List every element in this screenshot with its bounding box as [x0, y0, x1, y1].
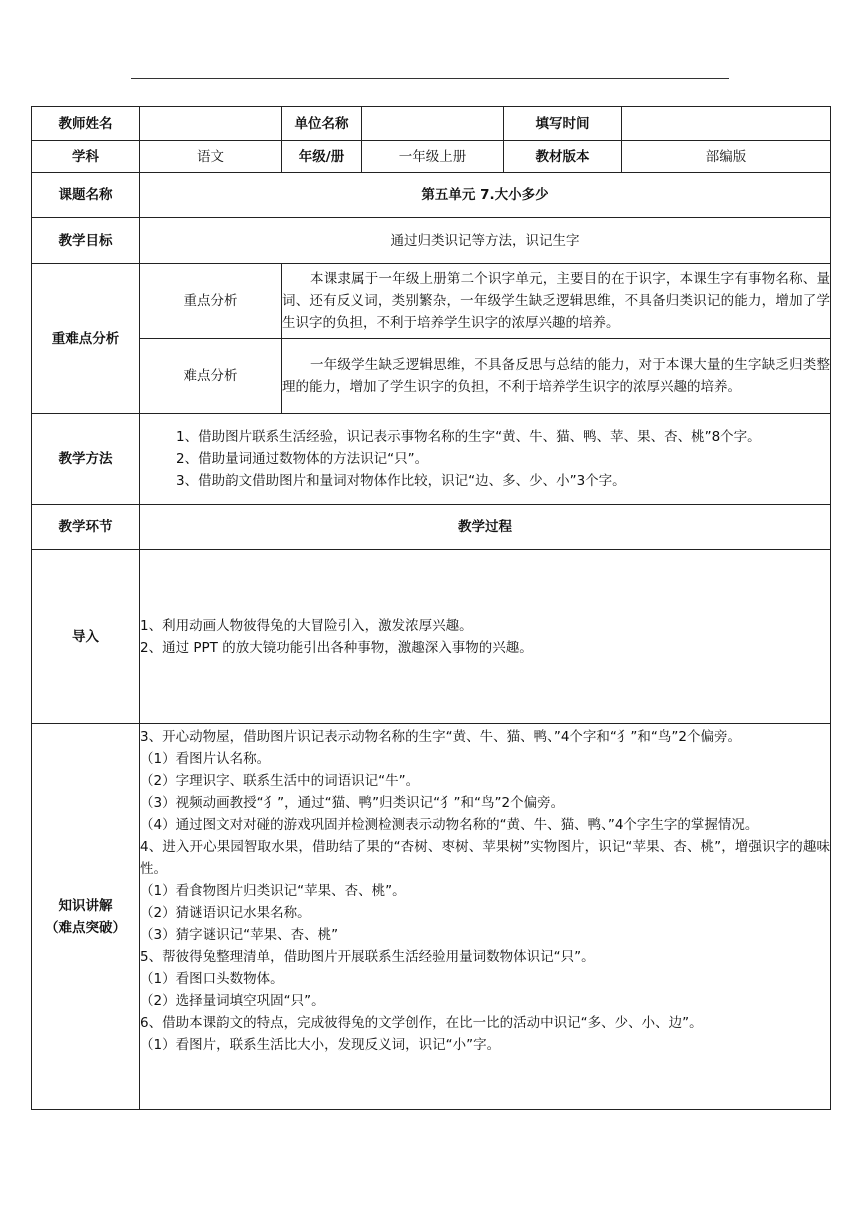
knowledge-item: 6、借助本课韵文的特点，完成彼得兔的文学创作，在比一比的活动中识记“多、少、小、边”。 [140, 1015, 703, 1031]
intro-item: 1、利用动画人物彼得兔的大冒险引入，激发浓厚兴趣。 [140, 617, 473, 634]
methods-label: 教学方法 [32, 414, 140, 505]
row-hard-analysis [32, 339, 831, 414]
goal-value: 通过归类识记等方法，识记生字 [140, 218, 831, 264]
topic-value: 第五单元 7.大小多少 [140, 173, 831, 218]
knowledge-item: 4、进入开心果园智取水果，借助结了果的“杏树、枣树、苹果树”实物图片，识记“苹果、杏、桃”，增强识字的趣味性。 [140, 839, 830, 877]
subject-label: 学科 [32, 141, 140, 173]
process-label: 教学过程 [140, 505, 831, 550]
grade-value: 一年级上册 [362, 141, 504, 173]
header-rule [131, 78, 729, 79]
stage-label: 教学环节 [32, 505, 140, 550]
knowledge-item: 3、开心动物屋，借助图片识记表示动物名称的生字“黄、牛、猫、鸭、”4个字和“犭”和“鸟”2个偏旁。 [140, 729, 741, 745]
edition-value: 部编版 [622, 141, 831, 173]
row-intro [32, 550, 831, 724]
knowledge-item: （2）猜谜语识记水果名称。 [140, 905, 311, 921]
knowledge-label-line1: 知识讲解 [58, 897, 113, 914]
method-item: 1、借助图片联系生活经验，识记表示事物名称的生字“黄、牛、猫、鸭、苹、果、杏、桃”8个字。 [176, 429, 761, 445]
hard-analysis-label: 难点分析 [140, 339, 282, 414]
analysis-label: 重难点分析 [32, 264, 140, 414]
knowledge-item: 5、帮彼得兔整理清单，借助图片开展联系生活经验用量词数物体识记“只”。 [140, 949, 595, 965]
intro-label: 导入 [32, 550, 140, 724]
lesson-plan-table [31, 106, 831, 1110]
unit-name-label: 单位名称 [282, 107, 362, 141]
row-key-analysis [32, 264, 831, 339]
knowledge-item: （3）猜字谜识记“苹果、杏、桃” [140, 927, 339, 943]
knowledge-label-line2: （难点突破） [45, 919, 126, 936]
knowledge-item: （1）看图口头数物体。 [140, 971, 284, 987]
row-goal [32, 218, 831, 264]
key-analysis-text: 本课隶属于一年级上册第二个识字单元，主要目的在于识字，本课生字有事物名称、量词、还有反义词，类别繁杂，一年级学生缺乏逻辑思维，不具备归类识记的能力，增加了学生识字的负担，不利于培养学生识字的浓厚兴趣的培养。 [282, 264, 831, 339]
fill-time-label: 填写时间 [504, 107, 622, 141]
unit-name-field[interactable] [362, 107, 504, 141]
teacher-name-label: 教师姓名 [32, 107, 140, 141]
knowledge-item: （4）通过图文对对碰的游戏巩固并检测检测表示动物名称的“黄、牛、猫、鸭、”4个字生字的掌握情况。 [140, 817, 759, 833]
intro-content [140, 550, 831, 724]
row-methods [32, 414, 831, 505]
goal-label: 教学目标 [32, 218, 140, 264]
edition-label: 教材版本 [504, 141, 622, 173]
row-subject-info [32, 141, 831, 173]
knowledge-item: （2）字理识字、联系生活中的词语识记“牛”。 [140, 773, 420, 789]
key-analysis-label: 重点分析 [140, 264, 282, 339]
topic-label: 课题名称 [32, 173, 140, 218]
knowledge-item: （3）视频动画教授“犭”，通过“猫、鸭”归类识记“犭”和“鸟”2个偏旁。 [140, 795, 565, 811]
knowledge-item: （2）选择量词填空巩固“只”。 [140, 993, 325, 1009]
intro-item: 2、通过 PPT 的放大镜功能引出各种事物，激趣深入事物的兴趣。 [140, 639, 533, 656]
methods-content [140, 414, 831, 505]
grade-label: 年级/册 [282, 141, 362, 173]
method-item: 2、借助量词通过数物体的方法识记“只”。 [176, 451, 429, 467]
hard-analysis-text: 一年级学生缺乏逻辑思维，不具备反思与总结的能力，对于本课大量的生字缺乏归类整理的能力，增加了学生识字的负担，不利于培养学生识字的浓厚兴趣的培养。 [282, 339, 831, 414]
row-topic [32, 173, 831, 218]
fill-time-field[interactable] [622, 107, 831, 141]
row-knowledge [32, 724, 831, 1110]
teacher-name-field[interactable] [140, 107, 282, 141]
row-process-header [32, 505, 831, 550]
knowledge-item: （1）看图片，联系生活比大小，发现反义词，识记“小”字。 [140, 1037, 501, 1053]
row-teacher-info [32, 107, 831, 141]
knowledge-item: （1）看图片认名称。 [140, 751, 271, 767]
method-item: 3、借助韵文借助图片和量词对物体作比较，识记“边、多、少、小”3个字。 [176, 473, 626, 489]
knowledge-item: （1）看食物图片归类识记“苹果、杏、桃”。 [140, 883, 406, 899]
knowledge-label [32, 724, 140, 1110]
knowledge-content [140, 724, 831, 1110]
subject-value: 语文 [140, 141, 282, 173]
